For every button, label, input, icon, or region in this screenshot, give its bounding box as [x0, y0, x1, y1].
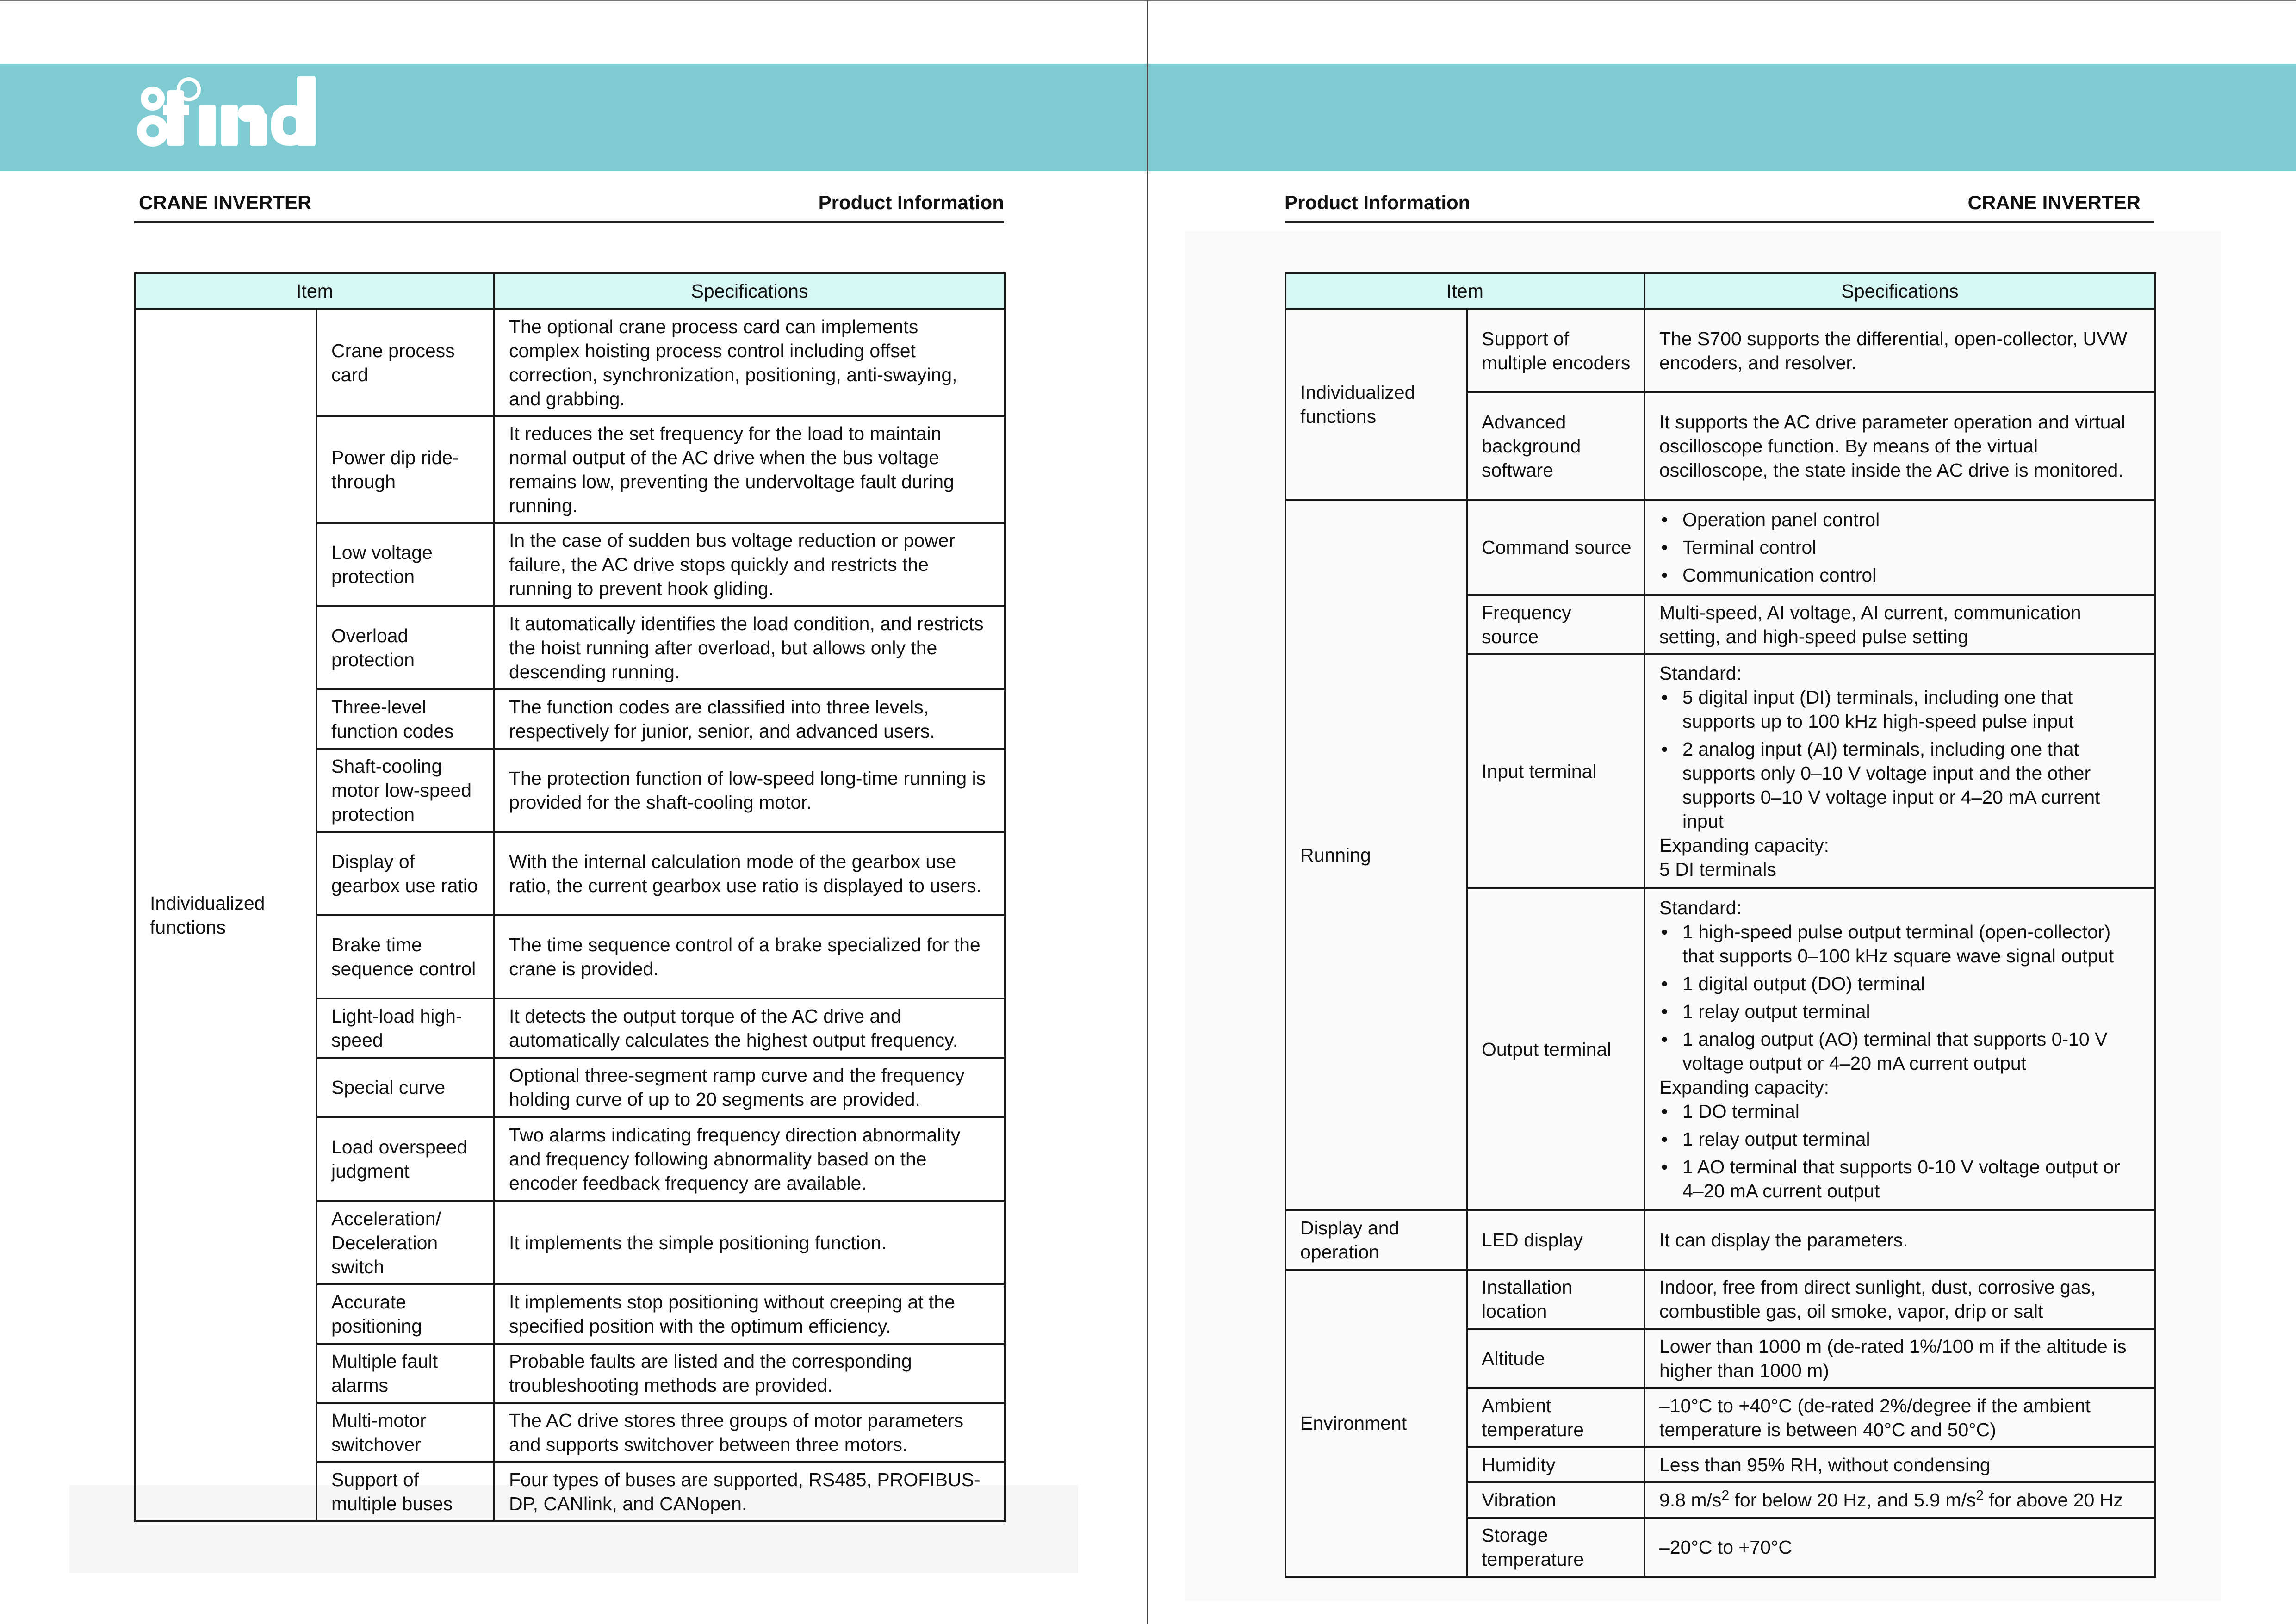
- right-header-title: CRANE INVERTER: [1967, 192, 2141, 213]
- item-cell: Load overspeed judgment: [316, 1117, 494, 1201]
- item-cell: Crane process card: [316, 309, 494, 416]
- group-cell: Individualized functions: [135, 309, 316, 1521]
- spec-cell: Probable faults are listed and the corresponding troubleshooting methods are provided.: [494, 1344, 1005, 1403]
- list-item: • Communication control: [1659, 563, 2142, 587]
- list-item: • 2 analog input (AI) terminals, including one that supports only 0–10 V voltage input and the other supports 0–10 V voltage input or 4–20 mA current input: [1659, 737, 2142, 833]
- left-page-header: [134, 189, 1004, 223]
- item-cell: Ambient temperature: [1467, 1388, 1644, 1447]
- spec-cell: Indoor, free from direct sunlight, dust, corrosive gas, combustible gas, oil smoke, vapor, drip or salt: [1644, 1270, 2155, 1329]
- item-cell: Humidity: [1467, 1447, 1644, 1482]
- spec-cell: Lower than 1000 m (de-rated 1%/100 m if the altitude is higher than 1000 m): [1644, 1329, 2155, 1388]
- item-cell: Accurate positioning: [316, 1284, 494, 1344]
- command-source-list: [1659, 508, 2142, 587]
- group-cell-individualized: Individualized functions: [1285, 309, 1467, 500]
- vibration-superscript: 2: [1976, 1488, 1984, 1503]
- item-cell: Altitude: [1467, 1329, 1644, 1388]
- brand-logo: [134, 72, 338, 155]
- vibration-superscript: 2: [1721, 1488, 1730, 1503]
- item-cell: Brake time sequence control: [316, 915, 494, 998]
- item-header: Item: [1285, 273, 1644, 309]
- item-cell: Input terminal: [1467, 654, 1644, 888]
- spec-cell: The protection function of low-speed long-time running is provided for the shaft-cooling motor.: [494, 749, 1005, 832]
- left-spec-table: [134, 272, 1006, 1522]
- expanding-value: 5 DI terminals: [1659, 859, 1776, 880]
- list-item: • 1 relay output terminal: [1659, 999, 2142, 1023]
- spec-cell-command: [1644, 500, 2155, 595]
- vibration-text-c: for above 20 Hz: [1984, 1489, 2123, 1511]
- spec-cell: The time sequence control of a brake specialized for the crane is provided.: [494, 915, 1005, 998]
- spec-header: Specifications: [494, 273, 1005, 309]
- spec-cell-vibration: [1644, 1482, 2155, 1518]
- item-cell: Command source: [1467, 500, 1644, 595]
- item-cell: Low voltage protection: [316, 523, 494, 606]
- item-cell: Power dip ride-through: [316, 416, 494, 523]
- group-cell-display: Display and operation: [1285, 1210, 1467, 1270]
- item-cell: Three-level function codes: [316, 689, 494, 749]
- right-page-header: [1285, 189, 2154, 223]
- output-standard-list: [1659, 920, 2142, 1075]
- list-item: • 1 analog output (AO) terminal that supports 0-10 V voltage output or 4–20 mA current output: [1659, 1027, 2142, 1075]
- item-cell: Support of multiple buses: [316, 1462, 494, 1521]
- list-item: • 1 AO terminal that supports 0-10 V voltage output or 4–20 mA current output: [1659, 1155, 2142, 1203]
- spec-cell: Optional three-segment ramp curve and the frequency holding curve of up to 20 segments are provided.: [494, 1058, 1005, 1117]
- spec-cell: The optional crane process card can implements complex hoisting process control including offset correction, synchronization, positioning, anti-swaying, and grabbing.: [494, 309, 1005, 416]
- spec-cell: –20°C to +70°C: [1644, 1518, 2155, 1577]
- spec-cell: It detects the output torque of the AC drive and automatically calculates the highest output frequency.: [494, 998, 1005, 1058]
- item-header: Item: [135, 273, 494, 309]
- spec-cell: The AC drive stores three groups of motor parameters and supports switchover between three motors.: [494, 1403, 1005, 1462]
- spec-cell: It implements the simple positioning function.: [494, 1201, 1005, 1284]
- spec-cell: The S700 supports the differential, open-collector, UVW encoders, and resolver.: [1644, 309, 2155, 392]
- item-cell: Frequency source: [1467, 595, 1644, 654]
- list-item: • Operation panel control: [1659, 508, 2142, 532]
- spec-cell: It implements stop positioning without creeping at the specified position with the optimum efficiency.: [494, 1284, 1005, 1344]
- item-cell: Output terminal: [1467, 888, 1644, 1210]
- expanding-label: Expanding capacity:: [1659, 1077, 1829, 1098]
- left-header-title: CRANE INVERTER: [139, 192, 312, 213]
- item-cell: Vibration: [1467, 1482, 1644, 1518]
- item-cell: Advanced background software: [1467, 392, 1644, 500]
- vibration-text-b: for below 20 Hz, and 5.9 m/s: [1729, 1489, 1976, 1511]
- group-cell-running: Running: [1285, 500, 1467, 1210]
- expanding-label: Expanding capacity:: [1659, 835, 1829, 856]
- spec-cell: It can display the parameters.: [1644, 1210, 2155, 1270]
- item-cell: Overload protection: [316, 606, 494, 689]
- output-expanding-list: [1659, 1099, 2142, 1203]
- page-fold: [1147, 0, 1148, 1624]
- list-item: • Terminal control: [1659, 535, 2142, 559]
- spec-cell: –10°C to +40°C (de-rated 2%/degree if the ambient temperature is between 40°C and 50°C): [1644, 1388, 2155, 1447]
- spec-cell-input: [1644, 654, 2155, 888]
- list-item: • 1 DO terminal: [1659, 1099, 2142, 1123]
- item-cell: Shaft-cooling motor low-speed protection: [316, 749, 494, 832]
- spec-cell: It reduces the set frequency for the load to maintain normal output of the AC drive when the bus voltage remains low, preventing the undervoltage fault during running.: [494, 416, 1005, 523]
- spec-cell: It automatically identifies the load condition, and restricts the hoist running after overload, but allows only the descending running.: [494, 606, 1005, 689]
- item-cell: Special curve: [316, 1058, 494, 1117]
- list-item: • 1 digital output (DO) terminal: [1659, 972, 2142, 996]
- list-item: • 1 relay output terminal: [1659, 1127, 2142, 1151]
- spec-cell: Multi-speed, AI voltage, AI current, communication setting, and high-speed pulse setting: [1644, 595, 2155, 654]
- item-cell: LED display: [1467, 1210, 1644, 1270]
- spec-cell: The function codes are classified into three levels, respectively for junior, senior, and advanced users.: [494, 689, 1005, 749]
- standard-label: Standard:: [1659, 897, 1742, 918]
- standard-label: Standard:: [1659, 663, 1742, 684]
- group-cell-environment: Environment: [1285, 1270, 1467, 1577]
- left-header-section: Product Information: [818, 192, 1004, 213]
- item-cell: Light-load high-speed: [316, 998, 494, 1058]
- spec-cell: Less than 95% RH, without condensing: [1644, 1447, 2155, 1482]
- list-item: • 5 digital input (DI) terminals, including one that supports up to 100 kHz high-speed pulse input: [1659, 685, 2142, 733]
- item-cell: Display of gearbox use ratio: [316, 832, 494, 915]
- input-standard-list: [1659, 685, 2142, 833]
- right-header-section: Product Information: [1285, 192, 1471, 213]
- item-cell: Multi-motor switchover: [316, 1403, 494, 1462]
- item-cell: Support of multiple encoders: [1467, 309, 1644, 392]
- vibration-text-a: 9.8 m/s: [1659, 1489, 1722, 1511]
- spec-cell: Two alarms indicating frequency direction abnormality and frequency following abnormality based on the encoder feedback frequency are available.: [494, 1117, 1005, 1201]
- list-item: • 1 high-speed pulse output terminal (open-collector) that supports 0–100 kHz square wave signal output: [1659, 920, 2142, 968]
- spec-cell: With the internal calculation mode of the gearbox use ratio, the current gearbox use ratio is displayed to users.: [494, 832, 1005, 915]
- spec-cell-output: [1644, 888, 2155, 1210]
- item-cell: Storage temperature: [1467, 1518, 1644, 1577]
- item-cell: Multiple fault alarms: [316, 1344, 494, 1403]
- spec-cell: Four types of buses are supported, RS485, PROFIBUS-DP, CANlink, and CANopen.: [494, 1462, 1005, 1521]
- item-cell: Installation location: [1467, 1270, 1644, 1329]
- spec-cell: In the case of sudden bus voltage reduction or power failure, the AC drive stops quickly and restricts the running to prevent hook gliding.: [494, 523, 1005, 606]
- right-spec-table: [1285, 272, 2156, 1578]
- spec-cell: It supports the AC drive parameter operation and virtual oscilloscope function. By means of the virtual oscilloscope, the state inside the AC drive is monitored.: [1644, 392, 2155, 500]
- spec-header: Specifications: [1644, 273, 2155, 309]
- item-cell: Acceleration/ Deceleration switch: [316, 1201, 494, 1284]
